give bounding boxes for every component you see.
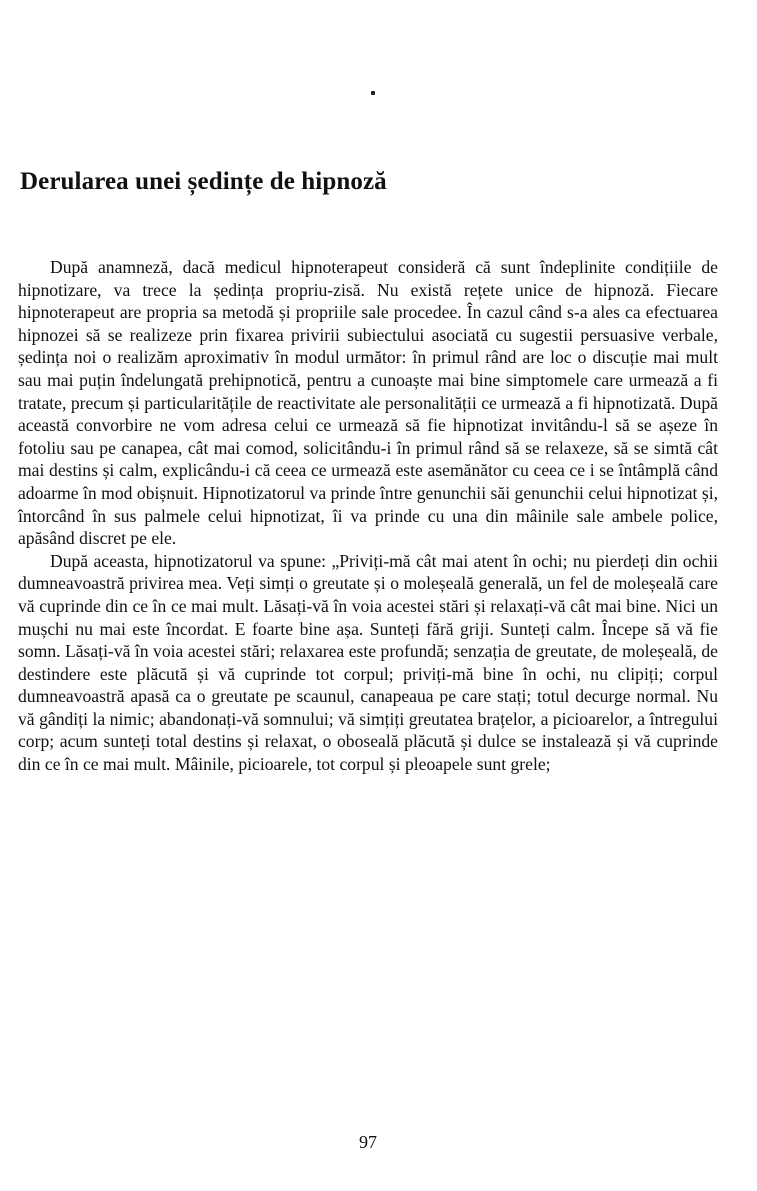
scan-speck (371, 91, 375, 95)
paragraph-1: După anamneză, dacă medicul hipnoterapeut consideră că sunt îndeplinite condițiile de hipnotizare, va trece la ședința propriu-zisă. Nu există rețete unice de hipnoză. Fiecare hipnoterapeut are propria sa metodă și propriile sale procedee. În cazul când s-a ales ca efectuarea hipnozei să se realizeze prin fixarea privirii subiectului asociată cu sugestii persuasive verbale, ședința noi o realizăm aproximativ în modul următor: în primul rând are loc o discuție mai mult sau mai puțin îndelungată prehipnotică, pentru a cunoaște mai bine simptomele care urmează a fi tratate, precum și particularitățile de reactivitate ale personalității ce urmează a fi hipnotizată. După această convorbire ne vom adresa celui ce urmează să fie hipnotizat invitându-l să se așeze în fotoliu sau pe canapea, cât mai comod, solicitându-i în primul rând să se relaxeze, să se simtă cât mai destins și calm, explicându-i că ceea ce urmează este asemănător cu ceea ce i se întâmplă când adoarme în mod obișnuit. Hipnotizatorul va prinde între genunchii săi genunchii celui hipnotizat și, întorcând în sus palmele celui hipnotizat, îi va prinde cu una din mâinile sale ambele police, apăsând discret pe ele. (18, 257, 718, 549)
body-text (18, 256, 718, 776)
chapter-title: Derularea unei ședințe de hipnoză (20, 168, 387, 195)
paragraph-2: După aceasta, hipnotizatorul va spune: „Priviți-mă cât mai atent în ochi; nu pierdeți din ochii dumneavoastră privirea mea. Veți simți o greutate și o moleșeală generală, un fel de moleșeală care vă cuprinde din ce în ce mai mult. Lăsați-vă în voia acestei stări și relaxați-vă cât mai bine. Nici un mușchi nu mai este încordat. E foarte bine așa. Sunteți fără griji. Sunteți calm. Începe să vă fie somn. Lăsați-vă în voia acestei stări; relaxarea este profundă; senzația de greutate, de moleșeală, de destindere este plăcută și vă cuprinde tot corpul; priviți-mă bine în ochi, nu clipiți; corpul dumneavoastră apasă ca o greutate pe scaunul, canapeaua pe care stați; totul decurge normal. Nu vă gândiți la nimic; abandonați-vă somnului; vă simțiți greutatea brațelor, a picioarelor, a întregului corp; acum sunteți total destins și relaxat, o oboseală plăcută și dulce se instalează și vă cuprinde din ce în ce mai mult. Mâinile, picioarele, tot corpul și pleoapele sunt grele; (18, 550, 718, 775)
page-number: 97 (359, 1132, 377, 1152)
